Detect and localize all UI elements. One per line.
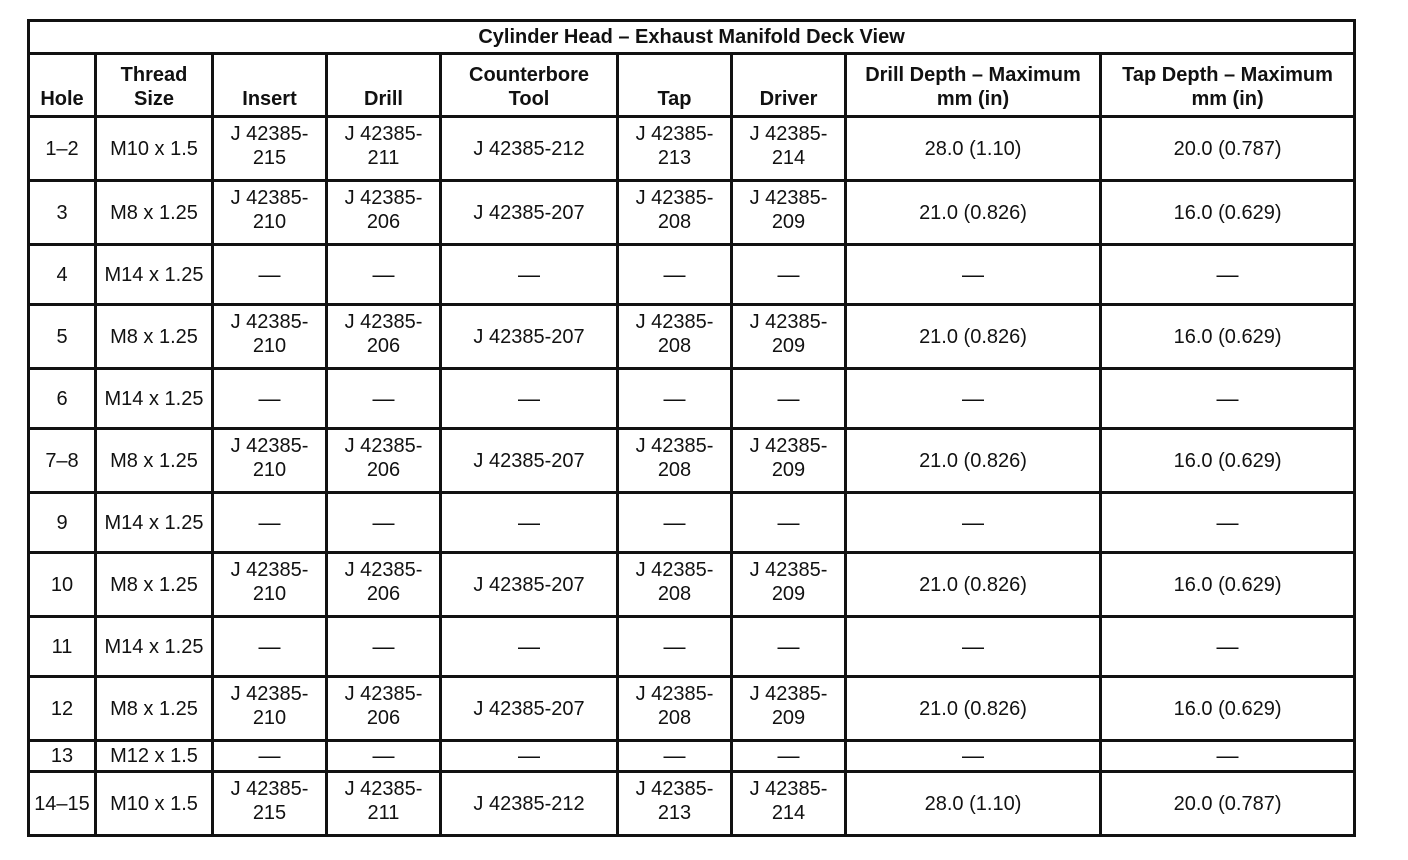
cell-hole: 9 (29, 493, 96, 553)
header-thread-size: Thread Size (96, 54, 213, 117)
cell-drill-depth: 28.0 (1.10) (846, 772, 1101, 836)
cell-tap: J 42385-208 (618, 305, 732, 369)
cell-driver: — (732, 369, 846, 429)
cell-drill: — (327, 245, 441, 305)
cell-thread-size: M8 x 1.25 (96, 305, 213, 369)
cell-tap: J 42385-208 (618, 553, 732, 617)
cell-counterbore-tool: J 42385-207 (441, 677, 618, 741)
cell-driver: — (732, 493, 846, 553)
cell-thread-size: M12 x 1.5 (96, 741, 213, 772)
header-insert: Insert (213, 54, 327, 117)
table-row (29, 493, 1355, 553)
header-tap-depth: Tap Depth – Maximum mm (in) (1101, 54, 1355, 117)
cell-counterbore-tool: J 42385-207 (441, 553, 618, 617)
cell-hole: 4 (29, 245, 96, 305)
cell-hole: 7–8 (29, 429, 96, 493)
cell-driver: J 42385-209 (732, 677, 846, 741)
cell-hole: 14–15 (29, 772, 96, 836)
cell-insert: J 42385-215 (213, 117, 327, 181)
cell-tap: J 42385-208 (618, 429, 732, 493)
cell-tap-depth: 20.0 (0.787) (1101, 117, 1355, 181)
table-body (29, 117, 1355, 836)
cell-counterbore-tool: J 42385-207 (441, 181, 618, 245)
header-counterbore-tool: Counterbore Tool (441, 54, 618, 117)
cell-tap-depth: 20.0 (0.787) (1101, 772, 1355, 836)
table-row (29, 245, 1355, 305)
cell-drill-depth: 21.0 (0.826) (846, 181, 1101, 245)
cell-insert: — (213, 741, 327, 772)
cell-tap-depth: 16.0 (0.629) (1101, 677, 1355, 741)
cell-counterbore-tool: — (441, 617, 618, 677)
cell-tap-depth: 16.0 (0.629) (1101, 553, 1355, 617)
cell-hole: 12 (29, 677, 96, 741)
cell-thread-size: M8 x 1.25 (96, 429, 213, 493)
cell-drill-depth: — (846, 617, 1101, 677)
cell-counterbore-tool: J 42385-212 (441, 772, 618, 836)
cell-drill: J 42385-206 (327, 677, 441, 741)
cell-thread-size: M8 x 1.25 (96, 677, 213, 741)
header-tap: Tap (618, 54, 732, 117)
cell-driver: J 42385-209 (732, 553, 846, 617)
cell-drill-depth: 21.0 (0.826) (846, 677, 1101, 741)
cell-drill: — (327, 369, 441, 429)
cell-tap: — (618, 493, 732, 553)
cell-hole: 6 (29, 369, 96, 429)
cell-tap-depth: — (1101, 741, 1355, 772)
cell-hole: 13 (29, 741, 96, 772)
cell-tap: J 42385-208 (618, 181, 732, 245)
cell-tap: J 42385-213 (618, 772, 732, 836)
table-row (29, 117, 1355, 181)
cell-tap: — (618, 369, 732, 429)
cell-thread-size: M14 x 1.25 (96, 245, 213, 305)
cell-insert: — (213, 617, 327, 677)
cell-insert: J 42385-210 (213, 429, 327, 493)
cell-insert: J 42385-215 (213, 772, 327, 836)
cell-tap: J 42385-208 (618, 677, 732, 741)
cell-insert: — (213, 369, 327, 429)
cell-drill-depth: 21.0 (0.826) (846, 553, 1101, 617)
cell-driver: — (732, 741, 846, 772)
cell-tap: — (618, 617, 732, 677)
cell-tap: J 42385-213 (618, 117, 732, 181)
cell-driver: J 42385-214 (732, 772, 846, 836)
cell-counterbore-tool: — (441, 245, 618, 305)
table-row (29, 741, 1355, 772)
table-row (29, 429, 1355, 493)
cell-hole: 11 (29, 617, 96, 677)
cell-counterbore-tool: — (441, 369, 618, 429)
cell-hole: 5 (29, 305, 96, 369)
cell-thread-size: M8 x 1.25 (96, 181, 213, 245)
cell-thread-size: M14 x 1.25 (96, 369, 213, 429)
table-row (29, 553, 1355, 617)
table-title: Cylinder Head – Exhaust Manifold Deck View (29, 21, 1355, 54)
header-driver: Driver (732, 54, 846, 117)
cell-tap-depth: 16.0 (0.629) (1101, 429, 1355, 493)
cell-insert: J 42385-210 (213, 305, 327, 369)
cell-driver: J 42385-209 (732, 429, 846, 493)
cell-driver: J 42385-209 (732, 181, 846, 245)
cell-driver: J 42385-209 (732, 305, 846, 369)
cell-counterbore-tool: — (441, 741, 618, 772)
cell-driver: — (732, 245, 846, 305)
cell-counterbore-tool: — (441, 493, 618, 553)
table-row (29, 181, 1355, 245)
cell-drill-depth: 21.0 (0.826) (846, 429, 1101, 493)
cell-drill: J 42385-206 (327, 181, 441, 245)
cell-driver: J 42385-214 (732, 117, 846, 181)
cell-drill: — (327, 617, 441, 677)
cell-driver: — (732, 617, 846, 677)
cell-insert: — (213, 493, 327, 553)
header-drill: Drill (327, 54, 441, 117)
table-row (29, 772, 1355, 836)
cell-hole: 10 (29, 553, 96, 617)
exhaust-manifold-deck-table (27, 19, 1356, 837)
cell-tap: — (618, 245, 732, 305)
cell-thread-size: M14 x 1.25 (96, 617, 213, 677)
cell-hole: 3 (29, 181, 96, 245)
cell-drill-depth: — (846, 741, 1101, 772)
cell-counterbore-tool: J 42385-207 (441, 429, 618, 493)
cell-drill-depth: 21.0 (0.826) (846, 305, 1101, 369)
cell-thread-size: M10 x 1.5 (96, 772, 213, 836)
cell-drill-depth: — (846, 493, 1101, 553)
table-row (29, 369, 1355, 429)
cell-drill: J 42385-211 (327, 117, 441, 181)
cell-drill: J 42385-206 (327, 429, 441, 493)
cell-tap-depth: 16.0 (0.629) (1101, 181, 1355, 245)
cell-tap-depth: — (1101, 617, 1355, 677)
header-row (29, 54, 1355, 117)
cell-drill: J 42385-206 (327, 305, 441, 369)
cell-thread-size: M8 x 1.25 (96, 553, 213, 617)
cell-drill-depth: — (846, 369, 1101, 429)
cell-drill: J 42385-206 (327, 553, 441, 617)
cell-hole: 1–2 (29, 117, 96, 181)
cell-drill: — (327, 493, 441, 553)
header-drill-depth: Drill Depth – Maximum mm (in) (846, 54, 1101, 117)
cell-thread-size: M10 x 1.5 (96, 117, 213, 181)
cell-drill: J 42385-211 (327, 772, 441, 836)
cell-thread-size: M14 x 1.25 (96, 493, 213, 553)
cell-insert: — (213, 245, 327, 305)
cell-insert: J 42385-210 (213, 181, 327, 245)
cell-drill-depth: — (846, 245, 1101, 305)
cell-tap-depth: — (1101, 493, 1355, 553)
header-hole: Hole (29, 54, 96, 117)
cell-drill: — (327, 741, 441, 772)
cell-tap-depth: — (1101, 369, 1355, 429)
cell-tap-depth: 16.0 (0.629) (1101, 305, 1355, 369)
cell-counterbore-tool: J 42385-207 (441, 305, 618, 369)
table-row (29, 677, 1355, 741)
cell-tap-depth: — (1101, 245, 1355, 305)
cell-counterbore-tool: J 42385-212 (441, 117, 618, 181)
table-row (29, 617, 1355, 677)
cell-insert: J 42385-210 (213, 553, 327, 617)
cell-tap: — (618, 741, 732, 772)
table-row (29, 305, 1355, 369)
table-wrapper (27, 19, 1353, 837)
cell-drill-depth: 28.0 (1.10) (846, 117, 1101, 181)
cell-insert: J 42385-210 (213, 677, 327, 741)
